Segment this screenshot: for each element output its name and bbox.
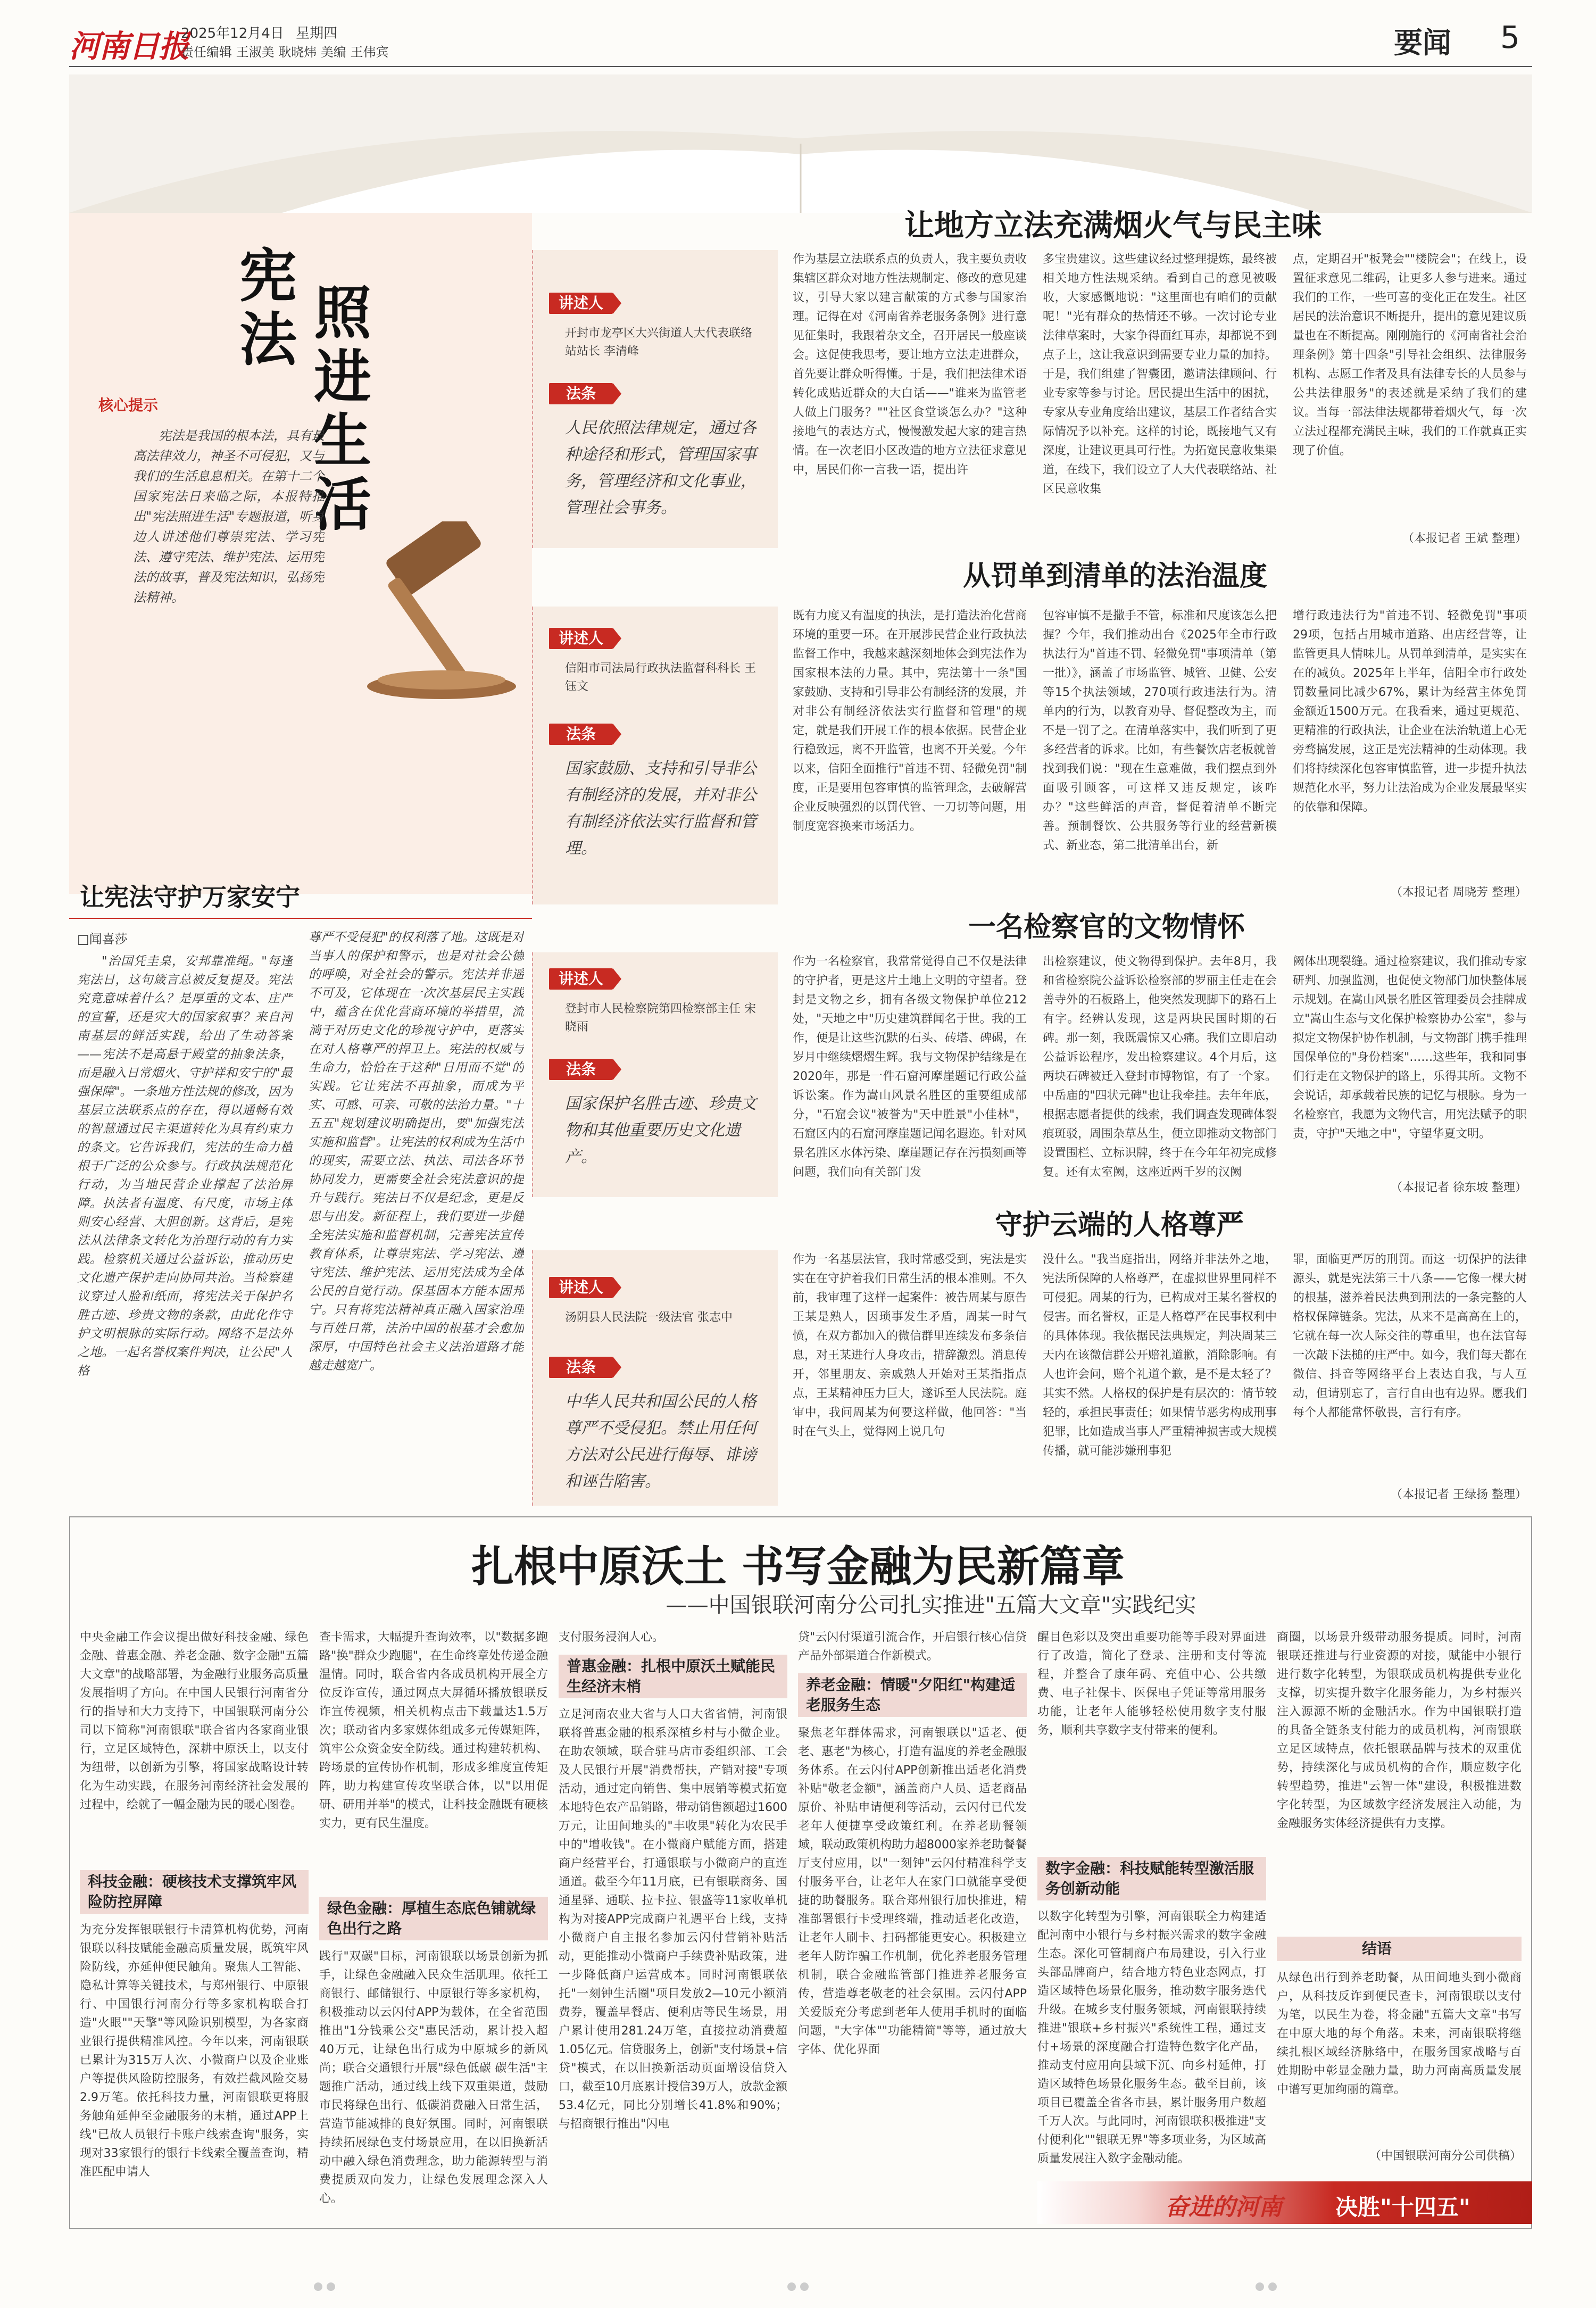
- article1-speaker-tag: 讲述人: [549, 293, 613, 314]
- article4-law: 中华人民共和国公民的人格尊严不受侵犯。禁止用任何方法对公民进行侮辱、诽谤和诬告陷害。: [565, 1392, 757, 1491]
- article4-speaker-tag: 讲述人: [549, 1277, 613, 1298]
- finance-col4-body: 聚焦老年群体需求，河南银联以"适老、便老、惠老"为核心，打造有温度的养老金融服务体系。在云闪付APP创新推出适老化消费补贴"敬老金额"，涵盖商户人员、适老商品原价、补贴申请便利等活动，云闪付已代发老年人便捷享受政策红利。在养老助餐领域，联动政策机构助力超8000家养老助餐餐厅支付应用，以"一刻钟"云闪付精准科学支付服务平台，让老年人在家门口就能享受便捷的助餐服务。联合郑州银行加快推进，精准部署银行卡受理终端，推动适老化改造，让老年人刷卡、扫码都能更安心。积极建立老年人防诈骗工作机制，优化养老服务管理机制，联合金融监管部门推进养老服务宣传，营造尊老敬老的社会氛围。云闪付APP关爱版充分考虑到老年人使用手机时的面临问题，"大字体""功能精简"等等，通过放大字体、优化界面: [798, 1726, 1027, 2056]
- commentary-author: □闻喜莎: [77, 932, 128, 947]
- article3-speaker: 登封市人民检察院第四检察部主任 宋晓雨: [565, 1002, 756, 1034]
- banner-text-2: 决胜"十四五": [1335, 2194, 1470, 2220]
- date-text: 2025年12月4日: [181, 26, 284, 41]
- article3-col1: 作为一名检察官，我常常觉得自己不仅是法律的守护者，更是这片土地上文明的守望者。登封是文物之乡，拥有各级文物保护单位212处，"天地之中"历史建筑群闻名于世。我的工作，便是让这些沉默的石头、砖塔、碑碣，在岁月中继续熠熠生辉。我与文物保护结缘是在2020年，那是一件石窟河摩崖题记行政公益诉讼案。作为嵩山风景名胜区的重要组成部分，"石窟会议"被誉为"天中胜景"小佳林"，石窟区内的石窟河摩崖题记闻名遐迩。针对风景名胜区水体污染、摩崖题记存在污损刻画等问题，我们向有关部门发: [793, 955, 1027, 1179]
- article3-byline: （本报记者 徐东坡 整理）: [1391, 1181, 1527, 1194]
- article1-byline: （本报记者 王斌 整理）: [1402, 532, 1527, 545]
- finance-col5-intro: 醒目色彩以及突出重要功能等手段对界面进行了改造，简化了登录、注册和支付等流程，并整合了康年码、充值中心、公共缴费、电子社保卡、医保电子凭证等常用服务功能，让老年人能够轻松使用数字支付服务，顺利共享数字支付带来的便利。: [1037, 1631, 1266, 1737]
- article2-col3: 增行政违法行为"首违不罚、轻微免罚"事项29项，包括占用城市道路、出店经营等，让监管更具人情味儿。从罚单到清单，是实实在在的减负。2025年上半年，信阳全市行政处罚数量同比减少67%，累计为经营主体免罚金额近1500万元。在我看来，通过更规范、更精准的行政执法，让企业在法治轨道上心无旁骛搞发展，这正是宪法精神的生动体现。我们将持续深化包容审慎监管，进一步提升执法规范化水平，努力让法治成为企业发展最坚实的依靠和保障。: [1293, 609, 1527, 814]
- article1-card: [532, 250, 778, 548]
- finance-col1-body: 为充分发挥银联银行卡清算机构优势，河南银联以科技赋能金融高质量发展，既筑牢风险防线，亦延伸便民触角。聚焦人工智能、隐私计算等关键技术，与郑州银行、中原银行、中国银行河南分行等多家机构联合打造"火眼""天擎"等风险识别模型，为各家商业银行提供精准风控。今年以来，河南银联已累计为315万人次、小微商户以及企业账户等提供风险防控服务，有效拦截风险交易2.9万笔。依托科技力量，河南银联更将服务触角延伸至金融服务的末梢，通过APP上线"已故人员银行卡账户线索查询"服务，实现对33家银行的银行卡线索全覆盖查询，精准匹配申请人: [80, 1923, 309, 2179]
- feature-title-part1: 宪法: [239, 243, 297, 373]
- article3-card: [532, 952, 778, 1197]
- finance-col4-intro: 贷"云闪付渠道引流合作，开启银行核心信贷产品外部渠道合作新模式。: [798, 1631, 1027, 1663]
- article3-speaker-tag: 讲述人: [549, 968, 613, 990]
- book-illustration: [69, 74, 1532, 213]
- finance-col4-heading: 养老金融：情暖"夕阳红"构建适老服务生态: [806, 1676, 1016, 1714]
- footer-dots-center: [787, 2282, 813, 2293]
- finance-col3-body: 立足河南农业大省与人口大省省情，河南银联将普惠金融的根系深植乡村与小微企业。在助农领域，联合驻马店市委组织部、工会及人民银行开展"消费帮扶，产销对接"专项活动，通过定向销售、集中展销等模式拓宽本地特色农产品销路，带动销售额超过1600万元，让田间地头的"丰收果"转化为农民手中的"增收钱"。在小微商户赋能方面，搭建商户经营平台，打通银联与小微商户的直连通道。截至今年11月底，已有银联商务、国通星驿、通联、拉卡拉、银盛等11家收单机构为对接APP完成商户礼遇平台上线，支持小微商户自主报名参加云闪付营销补贴活动，更能推动小微商户手续费补贴政策，进一步降低商户运营成本。同时河南银联依托"一刻钟生活圈"项目发放2—10元小额消费券，覆盖早餐店、便利店等民生场景，用户累计使用281.24万笔，直接拉动消费超1.05亿元。信贷服务上，创新"支付场景+信贷"模式，在以旧换新活动页面增设信贷入口，截至10月底累计授信39万人，放款金额53.4亿元，同比分别增长41.8%和90%；与招商银行推出"闪电: [559, 1708, 787, 2131]
- campaign-banner: [1037, 2181, 1532, 2224]
- finance-col2-intro: 查卡需求，大幅提升查询效率，以"数据多跑路"换"群众少跑腿"，在生命终章处传递金融温情。同时，联合省内各成员机构开展全方位反诈宣传，通过网点大屏循环播放银联反诈宣传视频，相关机构点击下载量达1.5万次；联动省内多家媒体组成多元传媒矩阵，筑牢公众资金安全防线。通过构建转机构、跨场景的宣传协作机制，形成多维度宣传矩阵，助力构建宣传攻坚联合体，以"以用促研、研用并举"的模式，让科技金融既有硬核实力，更有民生温度。: [319, 1631, 548, 1830]
- article4-col2: 没什么。"我当庭指出，网络并非法外之地，宪法所保障的人格尊严，在虚拟世界里同样不可侵犯。周某的行为，已构成对王某名誉权的侵害。而名誉权，正是人格尊严在民事权利中的具体体现。我依据民法典规定，判决周某三天内在该微信群公开赔礼道歉，消除影响。有人也许会问，赔个礼道个歉，是不是太轻了？其实不然。人格权的保护是有层次的：情节较轻的，承担民事责任；如果情节恶劣构成刑事犯罪，比如造成当事人严重精神损害或大规模传播，就可能涉嫌刑事犯: [1043, 1253, 1277, 1458]
- finance-col1-heading: 科技金融：硬核技术支撑筑牢风险防控屏障: [88, 1873, 297, 1911]
- article1-col2: 多宝贵建议。这些建议经过整理提炼，最终被相关地方性法规采纳。看到自己的意见被吸收，大家感慨地说："这里面也有咱们的贡献呢！"光有群众的热情还不够。一次讨论专业法律草案时，大家争得面红耳赤，却都说不到点子上，这让我意识到需要专业力量的加持。于是，我们组建了智囊团，邀请法律顾问、行业专家等参与讨论。居民提出生活中的困扰，专家从专业角度给出建议，基层工作者结合实际情况予以补充。这样的讨论，既接地气又有深度，让建议更具可行性。为拓宽民意收集渠道，在线下，我们设立了人大代表联络站、社区民意收集: [1043, 253, 1277, 496]
- finance-col6-heading: 结语: [1362, 1940, 1392, 1957]
- editor-credits: 责任编辑 王淑美 耿晓炜 美编 王伟宾: [181, 45, 389, 60]
- finance-col5-body: 以数字化转型为引擎，河南银联全力构建适配河南中小银行与乡村振兴需求的数字金融生态。深化可管制商户布局建设，引入行业头部品牌商户，结合地方特色业态网点，打造区域特色场景化服务，推动数字服务迭代升级。在城乡支付服务领域，河南银联持续推进"银联+乡村振兴"系统性工程，通过支付+场景的深度融合打造特色数字化产品，推动支付应用向县域下沉、向乡村延伸，打造区域特色场景化服务生态。截至目前，该项目已覆盖全省各市县，累计服务用户数超千万人次。与此同时，河南银联积极推进"支付便利化""银联无界"等多项业务，为区域高质量发展注入数字金融动能。: [1037, 1910, 1266, 2165]
- article2-law: 国家鼓励、支持和引导非公有制经济的发展，并对非公有制经济依法实行监督和管理。: [565, 759, 757, 858]
- finance-col6-body: 从绿色出行到养老助餐，从田间地头到小微商户，从科技反诈到便民查卡，河南银联以支付为笔，以民生为卷，将金融"五篇大文章"书写在中原大地的每个角落。未来，河南银联将继续扎根区域经济脉络中，在服务国家战略与百姓期盼中彰显金融力量，助力河南高质量发展中谱写更加绚丽的篇章。: [1277, 1971, 1522, 2096]
- page-number: 5: [1500, 19, 1520, 55]
- finance-headline: 扎根中原沃土 书写金融为民新篇章: [471, 1542, 1125, 1591]
- banner-text-1: 奋进的河南: [1165, 2194, 1282, 2221]
- article4-law-tag: 法条: [549, 1357, 613, 1378]
- article3-law-tag: 法条: [549, 1059, 613, 1080]
- article1-col3: 点，定期召开"板凳会""楼院会"；在线上，设置征求意见二维码，让更多人参与进来。通过我们的工作，一些可喜的变化正在发生。社区居民的法治意识不断提升，提出的意见建议质量也在不断提高。刚刚施行的《河南省社会治理条例》第十四条"引导社会组织、法律服务机构、志愿工作者及具有法律专长的人员参与公共法律服务"的表述就是采纳了我们的建议。当每一部法律法规都带着烟火气，每一次立法过程都充满民主味，我们的工作就真正实现了价值。: [1293, 253, 1527, 458]
- article2-speaker-tag: 讲述人: [549, 628, 613, 649]
- finance-subhead: ——中国银联河南分公司扎实推进"五篇大文章"实践纪实: [666, 1593, 1196, 1617]
- article2-col1: 既有力度又有温度的执法，是打造法治化营商环境的重要一环。在开展涉民营企业行政执法监督工作中，我越来越深刻地体会到宪法作为国家根本法的力量。其中，宪法第十一条"国家鼓励、支持和引导非公有制经济的发展，并对非公有制经济依法实行监督和管理"的规定，就是我们开展工作的根本依据。民营企业行稳致远，离不开监管，也离不开关爱。今年以来，信阳全面推行"首违不罚、轻微免罚"制度，正是要用包容审慎的监管理念，去破解营企业反映强烈的以罚代管、一刀切等问题，用制度宽容换来市场活力。: [793, 609, 1027, 833]
- finance-col1-intro: 中央金融工作会议提出做好科技金融、绿色金融、普惠金融、养老金融、数字金融"五篇大文章"的战略部署，为金融行业服务高质量发展指明了方向。在中国人民银行河南省分行的指导和大力支持下，中国银联河南分公司以下简称"河南银联"联合省内各家商业银行，立足区域特色，深耕中原沃土，以支付为纽带，以创新为引擎，将国家战略设计转化为生动实践，在服务河南经济社会发展的过程中，绘就了一幅金融为民的暖心图卷。: [80, 1631, 309, 1812]
- newspaper-logo: 河南日报: [69, 28, 189, 64]
- article1-col1: 作为基层立法联系点的负责人，我主要负责收集辖区群众对地方性法规制定、修改的意见建议，引导大家以建言献策的方式参与国家治理。记得在对《河南省养老服务条例》进行意见征集时，我跟着杂文全，召开居民一般座谈会。这促使我思考，要让地方立法走进群众，首先要让群众听得懂。于是，我们把法律术语转化成贴近群众的大白话——"谁来为监管老人做上门服务？""社区食堂谈怎么办？"这种接地气的表达方式，慢慢激发起大家的建言热情。在一次老旧小区改造的地方立法征求意见中，居民们你一言我一语，提出许: [793, 253, 1027, 477]
- weekday-text: 星期四: [296, 26, 338, 41]
- book-banner: [69, 74, 1532, 213]
- article2-speaker: 信阳市司法局行政执法监督科科长 王钰文: [565, 662, 756, 693]
- article4-byline: （本报记者 王绿扬 整理）: [1391, 1488, 1527, 1501]
- article3-headline: 一名检察官的文物情怀: [968, 911, 1245, 943]
- finance-col6-intro: 商圈，以场景升级带动服务提质。同时，河南银联还推进与行业资源的对接，赋能中小银行进行数字化转型，为银联成员机构提供专业化支撑，切实提升数字化服务能力，为乡村振兴注入源源不断的金融活水。作为中国银联打造的具备全链条支付能力的成员机构，河南银联立足区域特点，依托银联品牌与技术的双重优势，持续深化与成员机构的合作，顺应数字化转型趋势，推进"云智一体"建设，积极推进数字化转型，为区域数字经济发展注入动能，为金融服务实体经济提供有力支撑。: [1277, 1631, 1522, 1830]
- article3-law: 国家保护名胜古迹、珍贵文物和其他重要历史文化遗产。: [565, 1094, 757, 1166]
- article1-headline: 让地方立法充满烟火气与民主味: [904, 209, 1321, 243]
- section-name: 要闻: [1394, 26, 1451, 60]
- article4-headline: 守护云端的人格尊严: [995, 1209, 1244, 1241]
- core-tip-text: 宪法是我国的根本法，具有最高法律效力，神圣不可侵犯，又与我们的生活息息相关。在第十二个国家宪法日来临之际，本报特推出"宪法照进生活"专题报道，听身边人讲述他们尊崇宪法、学习宪法、遵守宪法、维护宪法、运用宪法的故事，普及宪法知识，弘扬宪法精神。: [133, 428, 325, 605]
- core-tip-label: 核心提示: [98, 396, 159, 414]
- feature-title-part2: 照进生活: [314, 280, 372, 538]
- article4-col1: 作为一名基层法官，我时常感受到，宪法是实实在在守护着我们日常生活的根本准则。不久前，我审理了这样一起案件：被告周某与原告王某是熟人，因琐事发生矛盾，周某一时气愤，在双方都加入的微信群里连续发布多条信息，对王某进行人身攻击，措辞激烈。消息传开，邻里朋友、亲戚熟人开始对王某指指点点，王某精神压力巨大，遂诉至人民法院。庭审中，我问周某为何要这样做，他回答："当时在气头上，觉得网上说几句: [793, 1253, 1027, 1439]
- article1-law: 人民依照法律规定，通过各种途径和形式，管理国家事务，管理经济和文化事业，管理社会事务。: [565, 419, 757, 517]
- finance-col2-body: 践行"双碳"目标，河南银联以场景创新为抓手，让绿色金融融入民众生活肌理。依托工商银行、邮储银行、中原银行等多家机构，积极推动以云闪付APP为载体，在全省范围推出"1分钱乘公交"惠民活动，累计投入超40万元，让绿色出行成为中原城乡的新风尚；联合交通银行开展"绿色低碳 碳生活"主题推广活动，通过线上线下双重渠道，鼓励市民将绿色出行、低碳消费融入日常生活，营造节能减排的良好氛围。同时，河南银联持续拓展绿色支付场景应用，在以旧换新活动中融入绿色消费理念，助力能源转型与消费提质双向发力，让绿色发展理念深入人心。: [319, 1950, 548, 2205]
- article2-col2: 包容审慎不是撒手不管，标准和尺度该怎么把握？今年，我们推动出台《2025年全市行政执法行为"首违不罚、轻微免罚"事项清单（第一批）》，涵盖了市场监管、城管、卫健、公安等15个执法领域，270项行政违法行为。清单内的行为，以教育劝导、督促整改为主，而不是一罚了之。在清单落实中，我们听到了更多经营者的诉求。比如，有些餐饮店老板就曾找到我们说："现在生意难做，我们摆点到外面吸引顾客，可这样又违反规定，该咋办？"这些鲜活的声音，督促着清单不断完善。预制餐饮、公共服务等行业的经营新模式、新业态，第二批清单出台，新: [1043, 609, 1277, 852]
- finance-col3-heading: 普惠金融：扎根中原沃土赋能民生经济末梢: [567, 1657, 776, 1695]
- commentary-col1: "治国凭圭臬，安邦靠准绳。"每逢宪法日，这句箴言总被反复提及。宪法究竟意味着什么？是厚重的文本、庄严的宣誓，还是灾大的国家叙事？来自河南基层的鲜活实践，给出了生动答案——宪法不是高悬于殿堂的抽象法条，而是融入日常烟火、守护祥和安宁的"最强保障"。一条地方性法规的修改，因为基层立法联系点的存在，得以通畅有效的智慧通过民主渠道转化为具有约束力的条文。它告诉我们，宪法的生命力植根于广泛的公众参与。行政执法规范化行动，为当地民营企业撑起了法治屏障。执法者有温度、有尺度，市场主体则安心经营、大胆创新。这背后，是宪法从法律条文转化为治理行动的有力实践。检察机关通过公益诉讼，推动历史文化遗产保护走向协同共治。当检察建议穿过人脸和纸面，将宪法关于保护名胜古迹、珍贵文物的条款，由此化作守护文明根脉的实际行动。网络不是法外之地。一起名誉权案件判决，让公民"人格: [77, 954, 293, 1378]
- article2-headline: 从罚单到清单的法治温度: [963, 560, 1268, 592]
- article4-speaker: 汤阴县人民法院一级法官 张志中: [565, 1311, 733, 1324]
- finance-col2-heading: 绿色金融：厚植生态底色铺就绿色出行之路: [327, 1899, 536, 1937]
- feature-panel: [69, 213, 532, 894]
- article1-speaker: 开封市龙亭区大兴街道人大代表联络站站长 李清峰: [565, 327, 753, 358]
- article4-card: [532, 1250, 778, 1506]
- article3-col2: 出检察建议，使文物得到保护。去年8月，我和省检察院公益诉讼检察部的罗丽主任走在会善寺外的石板路上，他突然发现脚下的路石上有字。经辨认发现，这是两块民国时期的石碑。那一刻，我既震惊又心痛。我们立即启动公益诉讼程序，发出检察建议。4个月后，这两块石碑被迁入登封市博物馆，有了一个家。中岳庙的"四状元碑"也让我牵挂。去年年底，根据志愿者提供的线索，我们调查发现碑体裂痕斑驳，周围杂草丛生，便立即推动文物部门设置围栏、立标识牌，终于在今年年初完成修复。还有太室阙，这座近两千岁的汉阙: [1043, 955, 1277, 1179]
- footer-dots-right: [1256, 2282, 1281, 2293]
- finance-col5-heading: 数字金融：科技赋能转型激活服务创新动能: [1045, 1859, 1254, 1897]
- issue-date: [181, 22, 337, 42]
- article2-law-tag: 法条: [549, 724, 613, 745]
- article2-byline: （本报记者 周晓芳 整理）: [1391, 886, 1527, 899]
- article3-col3: 阙体出现裂缝。通过检察建议，我们推动专家研判、加强监测，也促使文物部门加快整体展示规划。在嵩山风景名胜区管理委员会挂牌成立"嵩山生态与文化保护检察协办公室"，参与拟定文物保护协作机制，与文物部门携手推理国保单位的"身份档案"……这些年，我和同事们行走在文物保护的路上，乐得其所。文物不会说话，却承载着民族的记忆与根脉。身为一名检察官，我愿为文物代言，用宪法赋予的职责，守护"天地之中"，守望华夏文明。: [1293, 955, 1527, 1141]
- gavel-illustration: [356, 521, 527, 702]
- commentary-col2: 尊严不受侵犯"的权利落了地。这既是对当事人的保护和警示，也是对社会公德的呼唤，对全社会的警示。宪法并非遥不可及，它体现在一次次基层民主实践中，蕴含在优化营商环境的举措里，流淌于对历史文化的珍视守护中，更落实在对人格尊严的捍卫上。宪法的权威与生命力，恰恰在于这种"日用而不觉"的实践。它让宪法不再抽象，而成为平实、可感、可亲、可敬的法治力量。"十五五"规划建议明确提出，要"加强宪法实施和监督"。让宪法的权利成为生活中的现实，需要立法、执法、司法各环节协同发力，更需要全社会宪法意识的提升与践行。宪法日不仅是纪念，更是反思与出发。新征程上，我们要进一步健全宪法实施和监督机制，完善宪法宣传教育体系，让尊崇宪法、学习宪法、遵守宪法、维护宪法、运用宪法成为全体公民的自觉行动。保基固本方能本固邦宁。只有将宪法精神真正融入国家治理与百姓日常，法治中国的根基才会愈加深厚，中国特色社会主义法治道路才能越走越宽广。: [309, 931, 524, 1373]
- commentary-rule: [69, 918, 532, 919]
- commentary-title: 让宪法守护万家安宁: [80, 883, 300, 911]
- article2-card: [532, 607, 778, 904]
- masthead-rule: [69, 66, 1532, 67]
- article1-law-tag: 法条: [549, 383, 613, 404]
- finance-byline: （中国银联河南分公司供稿）: [1369, 2149, 1522, 2163]
- finance-col3-intro: 支付服务浸润人心。: [559, 1631, 664, 1644]
- footer-dots-left: [314, 2282, 339, 2293]
- article4-col3: 罪，面临更严厉的刑罚。而这一切保护的法律源头，就是宪法第三十八条——它像一棵大树的根基，滋养着民法典到刑法的一条完整的人格权保障链条。宪法，从来不是高高在上的，它就在每一次人际交往的尊重里，也在法官每一次敲下法槌的庄严中。如今，我们每天都在微信、抖音等网络平台上表达自我，与人互动，但请别忘了，言行自由也有边界。愿我们每个人都能常怀敬畏，言行有序。: [1293, 1253, 1527, 1419]
